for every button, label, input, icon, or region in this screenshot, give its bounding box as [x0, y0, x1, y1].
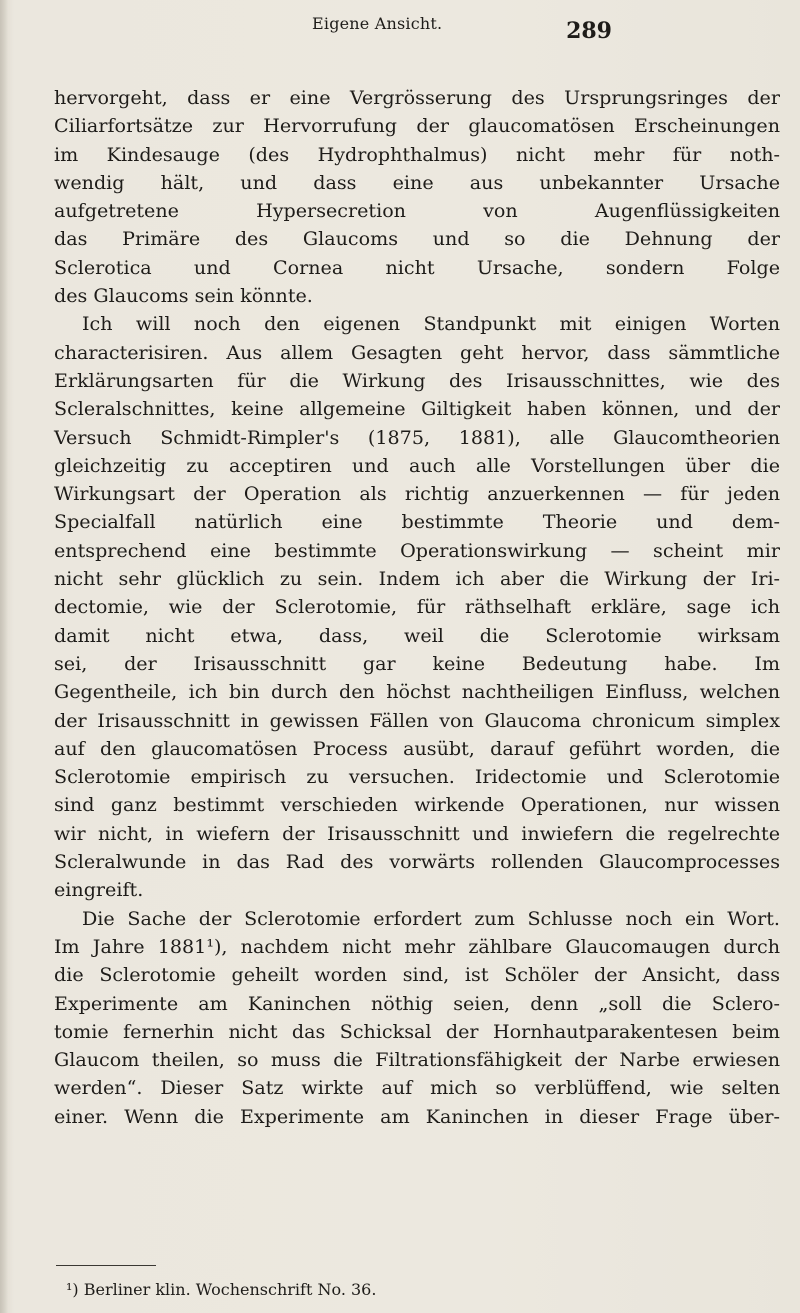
- text-line: Ich will noch den eigenen Standpunkt mit einigen Worten: [82, 312, 780, 336]
- text-line: characterisiren. Aus allem Gesagten geht hervor, dass sämmtliche: [54, 340, 780, 364]
- text-line: dectomie, wie der Sclerotomie, für räthselhaft erkläre, sage ich: [54, 595, 780, 619]
- text-line: sind ganz bestimmt verschieden wirkende Operationen, nur wissen: [54, 793, 780, 817]
- text-line: gleichzeitig zu acceptiren und auch alle Vorstellungen über die: [54, 453, 780, 477]
- text-line: Scleralschnittes, keine allgemeine Giltigkeit haben können, und der: [54, 397, 780, 421]
- text-line: Specialfall natürlich eine bestimmte Theorie und dem-: [54, 510, 780, 534]
- body-text: [54, 84, 780, 1131]
- text-line: werden“. Dieser Satz wirkte auf mich so verblüffend, wie selten: [54, 1076, 780, 1100]
- text-line: der Irisausschnitt in gewissen Fällen von Glaucoma chronicum simplex: [54, 708, 780, 732]
- text-line: Scleralwunde in das Rad des vorwärts rollenden Glaucomprocesses: [54, 850, 780, 874]
- text-line: im Kindesauge (des Hydrophthalmus) nicht mehr für noth-: [54, 142, 780, 166]
- text-line: auf den glaucomatösen Process ausübt, darauf geführt worden, die: [54, 736, 780, 760]
- text-line: Gegentheile, ich bin durch den höchst nachtheiligen Einfluss, welchen: [54, 680, 780, 704]
- text-line: wendig hält, und dass eine aus unbekannter Ursache: [54, 170, 780, 194]
- text-line: Wirkungsart der Operation als richtig anzuerkennen — für jeden: [54, 482, 780, 506]
- page-number: 289: [566, 18, 612, 44]
- text-line: entsprechend eine bestimmte Operationswirkung — scheint mir: [54, 538, 780, 562]
- text-line: Glaucom theilen, so muss die Filtrationsfähigkeit der Narbe erwiesen: [54, 1048, 780, 1072]
- text-line: Sclerotica und Cornea nicht Ursache, sondern Folge: [54, 255, 780, 279]
- text-line: Erklärungsarten für die Wirkung des Irisausschnittes, wie des: [54, 368, 780, 392]
- text-line: Experimente am Kaninchen nöthig seien, denn „soll die Sclero-: [54, 991, 780, 1015]
- text-line: einer. Wenn die Experimente am Kaninchen in dieser Frage über-: [54, 1104, 780, 1128]
- page-header: [252, 14, 612, 42]
- footnote: ¹) Berliner klin. Wochenschrift No. 36.: [66, 1280, 377, 1299]
- text-line: Sclerotomie empirisch zu versuchen. Iridectomie und Sclerotomie: [54, 765, 780, 789]
- text-line: Die Sache der Sclerotomie erfordert zum Schlusse noch ein Wort.: [82, 906, 780, 930]
- text-line: Versuch Schmidt-Rimpler's (1875, 1881), alle Glaucomtheorien: [54, 425, 780, 449]
- text-line: Ciliarfortsätze zur Hervorrufung der glaucomatösen Erscheinungen: [54, 114, 780, 138]
- text-line: aufgetretene Hypersecretion von Augenflüssigkeiten: [54, 199, 780, 223]
- text-line: tomie fernerhin nicht das Schicksal der Hornhautparakentesen beim: [54, 1019, 780, 1043]
- footnote-divider: [56, 1265, 156, 1266]
- text-line: damit nicht etwa, dass, weil die Sclerotomie wirksam: [54, 623, 780, 647]
- text-line: sei, der Irisausschnitt gar keine Bedeutung habe. Im: [54, 651, 780, 675]
- text-line: Im Jahre 1881¹), nachdem nicht mehr zählbare Glaucomaugen durch: [54, 934, 780, 958]
- running-head: Eigene Ansicht.: [312, 14, 443, 33]
- text-line: eingreift.: [54, 878, 144, 902]
- text-line: wir nicht, in wiefern der Irisausschnitt und inwiefern die regelrechte: [54, 821, 780, 845]
- text-line: des Glaucoms sein könnte.: [54, 284, 313, 308]
- page-edge-shadow: [0, 0, 8, 1313]
- text-line: hervorgeht, dass er eine Vergrösserung des Ursprungsringes der: [54, 86, 780, 109]
- text-line: das Primäre des Glaucoms und so die Dehnung der: [54, 227, 780, 251]
- text-line: die Sclerotomie geheilt worden sind, ist Schöler der Ansicht, dass: [54, 963, 780, 987]
- text-line: nicht sehr glücklich zu sein. Indem ich aber die Wirkung der Iri-: [54, 567, 780, 591]
